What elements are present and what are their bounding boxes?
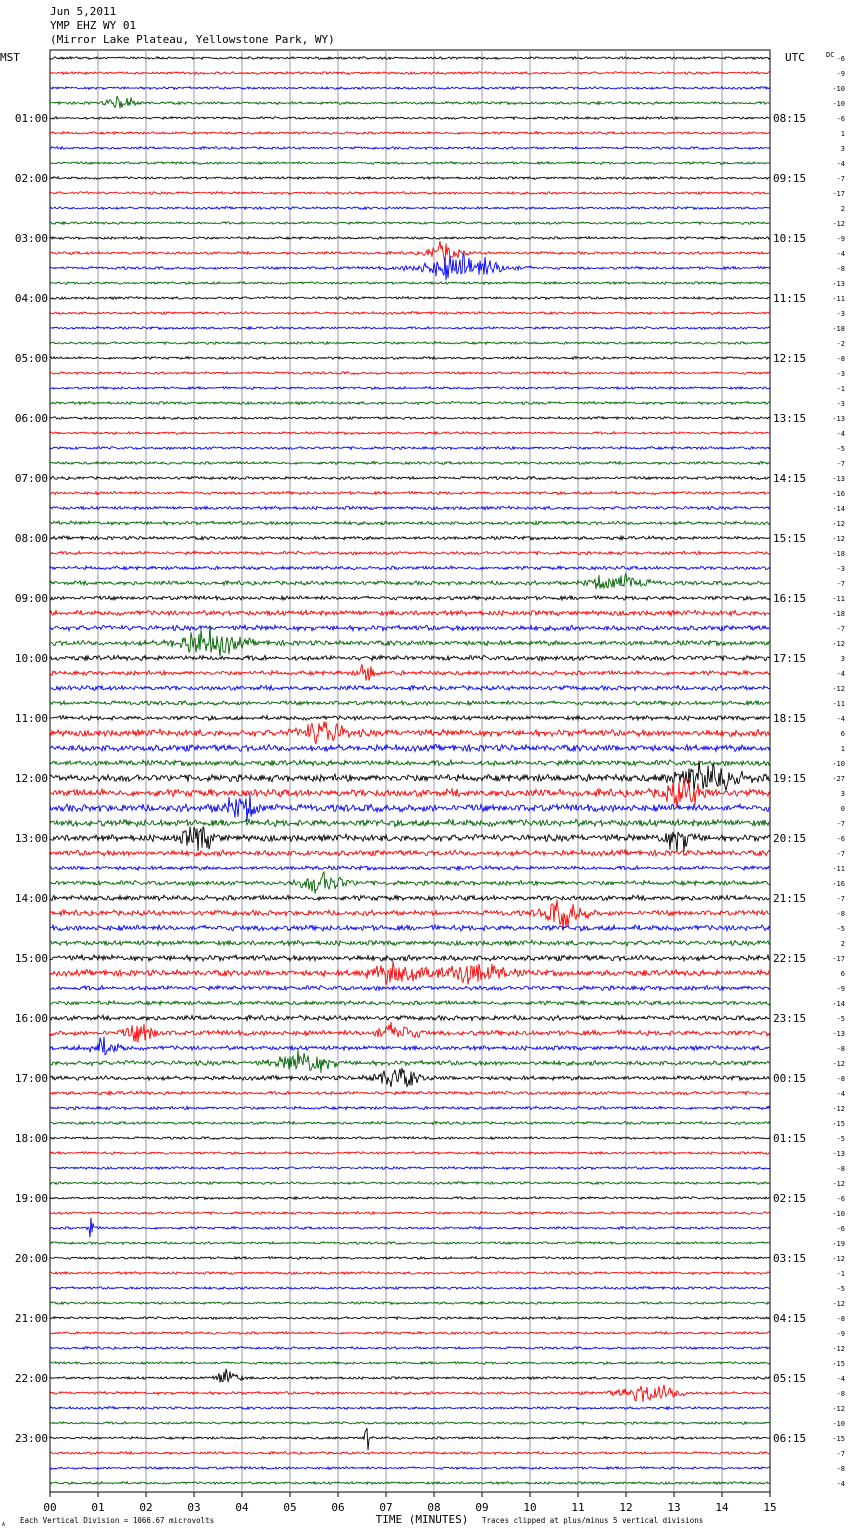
dc-offset-label: 3 xyxy=(840,145,845,153)
dc-offset-label: 1 xyxy=(840,130,845,138)
trace-green xyxy=(50,872,770,894)
hour-label-right: 11:15 xyxy=(773,292,807,305)
dc-offset-label: -4 xyxy=(836,160,845,168)
dc-offset-label: -9 xyxy=(836,235,845,243)
trace-black xyxy=(50,357,770,360)
trace-green xyxy=(50,401,770,404)
hour-label-right: 17:15 xyxy=(773,652,807,665)
trace-red xyxy=(50,850,770,856)
trace-black xyxy=(50,297,770,300)
dc-offset-label: -19 xyxy=(832,1240,845,1248)
seismic-traces xyxy=(50,57,770,1485)
hour-label-left: 19:00 xyxy=(14,1192,48,1205)
trace-red xyxy=(50,192,770,195)
dc-offset-label: -3 xyxy=(836,400,845,408)
dc-offset-label: -7 xyxy=(836,460,845,468)
trace-green xyxy=(50,521,770,525)
dc-offset-label: -4 xyxy=(836,670,845,678)
trace-blue xyxy=(50,1467,770,1470)
dc-offset-label: -4 xyxy=(836,1375,845,1383)
dc-offset-label: -10 xyxy=(832,1210,845,1218)
dc-offset-label: -17 xyxy=(832,955,845,963)
trace-blue xyxy=(50,686,770,691)
trace-green xyxy=(50,760,770,766)
dc-offset-label: -11 xyxy=(832,295,845,303)
trace-blue xyxy=(50,327,770,330)
trace-black xyxy=(50,1197,770,1200)
hour-label-left: 23:00 xyxy=(14,1432,48,1445)
dc-offset-label: -12 xyxy=(832,220,845,228)
x-tick-label: 09 xyxy=(475,1501,489,1514)
dc-offset-label: -8 xyxy=(836,910,845,918)
hour-label-right: 05:15 xyxy=(773,1372,807,1385)
hour-label-left: 03:00 xyxy=(14,232,48,245)
trace-blue xyxy=(50,625,770,631)
trace-black xyxy=(50,57,770,60)
trace-green xyxy=(50,1122,770,1125)
trace-green xyxy=(50,96,770,108)
hour-label-left: 04:00 xyxy=(14,292,48,305)
dc-offset-label: -5 xyxy=(836,445,845,453)
trace-blue xyxy=(50,866,770,870)
x-tick-label: 00 xyxy=(43,1501,57,1514)
trace-red xyxy=(50,777,770,807)
trace-red xyxy=(50,432,770,435)
clip-note: Traces clipped at plus/minus 5 vertical divisions xyxy=(482,1516,704,1525)
hour-label-left: 18:00 xyxy=(14,1132,48,1145)
trace-red xyxy=(50,72,770,75)
dc-offset-label: -3 xyxy=(836,565,845,573)
hour-label-right: 12:15 xyxy=(773,352,807,365)
trace-red xyxy=(50,961,770,985)
dc-offset-label: -14 xyxy=(832,1000,845,1008)
x-tick-label: 13 xyxy=(667,1501,681,1514)
dc-offset-label: -9 xyxy=(836,985,845,993)
x-tick-label: 05 xyxy=(283,1501,297,1514)
dc-offset-label: -6 xyxy=(836,835,845,843)
hour-label-left: 17:00 xyxy=(14,1072,48,1085)
dc-offset-label: -3 xyxy=(836,370,845,378)
dc-offset-label: -8 xyxy=(836,1390,845,1398)
dc-offset-label: -9 xyxy=(836,1330,845,1338)
dc-offset-label: -18 xyxy=(832,325,845,333)
hour-label-left: 21:00 xyxy=(14,1312,48,1325)
dc-offset-label: 3 xyxy=(840,655,845,663)
x-tick-label: 10 xyxy=(523,1501,537,1514)
trace-black xyxy=(50,237,770,240)
trace-red xyxy=(50,132,770,135)
trace-black xyxy=(50,596,770,600)
dc-offset-label: -1 xyxy=(836,1270,845,1278)
trace-red xyxy=(50,1091,770,1095)
hour-label-left: 11:00 xyxy=(14,712,48,725)
hour-label-left: 07:00 xyxy=(14,472,48,485)
dc-offset-label: -7 xyxy=(836,895,845,903)
dc-offset-label: -8 xyxy=(836,265,845,273)
trace-blue xyxy=(50,207,770,210)
x-tick-label: 14 xyxy=(715,1501,729,1514)
dc-offset-label: -13 xyxy=(832,415,845,423)
hour-label-right: 18:15 xyxy=(773,712,807,725)
trace-red xyxy=(50,1212,770,1215)
trace-red xyxy=(50,372,770,375)
dc-offset-label: -18 xyxy=(832,550,845,558)
hour-label-left: 08:00 xyxy=(14,532,48,545)
axis-labels xyxy=(0,51,845,1528)
trace-green xyxy=(50,222,770,225)
trace-blue xyxy=(50,254,770,281)
dc-offset-label: -7 xyxy=(836,580,845,588)
dc-offset-label: -5 xyxy=(836,1135,845,1143)
hour-label-left: 13:00 xyxy=(14,832,48,845)
trace-black xyxy=(50,1257,770,1260)
dc-offset-label: -11 xyxy=(832,700,845,708)
x-tick-label: 02 xyxy=(139,1501,153,1514)
dc-offset-label: -10 xyxy=(832,1420,845,1428)
header-date: Jun 5,2011 xyxy=(50,5,117,18)
hour-label-right: 04:15 xyxy=(773,1312,807,1325)
hour-label-left: 01:00 xyxy=(14,112,48,125)
dc-offset-label: -13 xyxy=(832,475,845,483)
trace-black xyxy=(50,955,770,961)
hour-label-right: 14:15 xyxy=(773,472,807,485)
dc-offset-label: -14 xyxy=(832,505,845,513)
hour-label-right: 20:15 xyxy=(773,832,807,845)
trace-black xyxy=(50,476,770,479)
hour-label-left: 02:00 xyxy=(14,172,48,185)
trace-black xyxy=(50,177,770,180)
trace-black xyxy=(50,1015,770,1020)
trace-blue xyxy=(50,925,770,931)
hour-label-left: 16:00 xyxy=(14,1012,48,1025)
dc-offset-label: -6 xyxy=(836,1225,845,1233)
x-axis-label: TIME (MINUTES) xyxy=(375,1513,469,1526)
trace-green xyxy=(50,462,770,465)
hour-label-left: 12:00 xyxy=(14,772,48,785)
dc-offset-label: -13 xyxy=(832,1030,845,1038)
dc-offset-label: -12 xyxy=(832,1255,845,1263)
dc-offset-label: -9 xyxy=(836,70,845,78)
dc-offset-label: 2 xyxy=(840,205,845,213)
dc-offset-label: -5 xyxy=(836,1015,845,1023)
hour-label-left: 05:00 xyxy=(14,352,48,365)
dc-offset-label: -5 xyxy=(836,1285,845,1293)
hour-label-right: 06:15 xyxy=(773,1432,807,1445)
hour-label-right: 13:15 xyxy=(773,412,807,425)
x-tick-label: 11 xyxy=(571,1501,585,1514)
x-tick-label: 03 xyxy=(187,1501,201,1514)
trace-black xyxy=(50,1137,770,1140)
dc-offset-label: 1 xyxy=(840,745,845,753)
dc-offset-label: -8 xyxy=(836,1045,845,1053)
dc-offset-label: -12 xyxy=(832,640,845,648)
x-tick-label: 12 xyxy=(619,1501,633,1514)
header-location: (Mirror Lake Plateau, Yellowstone Park, WY) xyxy=(50,33,335,46)
x-tick-label: 04 xyxy=(235,1501,249,1514)
hour-label-left: 20:00 xyxy=(14,1252,48,1265)
dc-offset-label: -4 xyxy=(836,1480,845,1488)
dc-offset-label: -3 xyxy=(836,310,845,318)
dc-offset-label: 0 xyxy=(840,805,845,813)
trace-red xyxy=(50,1452,770,1455)
dc-offset-label: -27 xyxy=(832,775,845,783)
trace-green xyxy=(50,1422,770,1425)
hour-label-right: 09:15 xyxy=(773,172,807,185)
dc-offset-label: -12 xyxy=(832,1345,845,1353)
dc-offset-label: -10 xyxy=(832,100,845,108)
dc-offset-label: -7 xyxy=(836,850,845,858)
dc-offset-label: 2 xyxy=(840,940,845,948)
dc-offset-label: 6 xyxy=(840,730,845,738)
trace-black xyxy=(50,117,770,120)
dc-offset-label: -8 xyxy=(836,1315,845,1323)
dc-offset-label: -7 xyxy=(836,1450,845,1458)
corner-mark: A xyxy=(2,1522,6,1528)
trace-green xyxy=(50,701,770,706)
hour-label-right: 21:15 xyxy=(773,892,807,905)
hour-label-left: 09:00 xyxy=(14,592,48,605)
dc-offset-label: -4 xyxy=(836,715,845,723)
trace-red xyxy=(50,900,770,930)
trace-blue xyxy=(50,1347,770,1350)
trace-blue xyxy=(50,794,770,821)
trace-black xyxy=(50,1369,770,1383)
dc-offset-label: -11 xyxy=(832,595,845,603)
dc-offset-label: -7 xyxy=(836,820,845,828)
trace-green xyxy=(50,162,770,165)
dc-offset-label: -4 xyxy=(836,250,845,258)
trace-blue xyxy=(50,1407,770,1410)
dc-offset-label: -12 xyxy=(832,1105,845,1113)
trace-red xyxy=(50,1022,770,1043)
trace-blue xyxy=(50,1218,770,1238)
hour-label-right: 00:15 xyxy=(773,1072,807,1085)
trace-blue xyxy=(50,1167,770,1170)
header-station: YMP EHZ WY 01 xyxy=(50,19,137,32)
hour-label-right: 08:15 xyxy=(773,112,807,125)
dc-offset-label: -12 xyxy=(832,1180,845,1188)
dc-offset-label: -18 xyxy=(832,610,845,618)
dc-offset-label: -7 xyxy=(836,625,845,633)
dc-offset-label: -6 xyxy=(836,1195,845,1203)
trace-green xyxy=(50,342,770,345)
trace-red xyxy=(50,1332,770,1335)
dc-offset-label: -1 xyxy=(836,385,845,393)
hour-label-left: 06:00 xyxy=(14,412,48,425)
trace-green xyxy=(50,1362,770,1365)
trace-red xyxy=(50,241,770,263)
scale-note: Each Vertical Division = 1066.67 microvolts xyxy=(20,1516,215,1525)
x-tick-label: 15 xyxy=(763,1501,777,1514)
trace-black xyxy=(50,895,770,900)
trace-blue xyxy=(50,1287,770,1290)
trace-green xyxy=(50,573,770,589)
dc-offset-label: -12 xyxy=(832,1060,845,1068)
trace-black xyxy=(50,417,770,420)
trace-blue xyxy=(50,744,770,751)
dc-offset-label: -12 xyxy=(832,535,845,543)
trace-blue xyxy=(50,1106,770,1109)
dc-offset-label: 3 xyxy=(840,790,845,798)
trace-red xyxy=(50,610,770,616)
x-tick-label: 01 xyxy=(91,1501,105,1514)
dc-offset-label: -16 xyxy=(832,490,845,498)
hour-label-right: 19:15 xyxy=(773,772,807,785)
hour-label-left: 10:00 xyxy=(14,652,48,665)
dc-offset-label: -15 xyxy=(832,1435,845,1443)
trace-black xyxy=(50,716,770,721)
dc-offset-label: -4 xyxy=(836,1090,845,1098)
trace-red xyxy=(50,1272,770,1275)
x-tick-label: 06 xyxy=(331,1501,345,1514)
trace-red xyxy=(50,551,770,555)
trace-green xyxy=(50,282,770,285)
dc-offset-label: -8 xyxy=(836,1165,845,1173)
dc-column-label: DC xyxy=(826,51,835,59)
trace-black xyxy=(50,1068,770,1087)
dc-offset-label: -6 xyxy=(836,115,845,123)
hour-label-left: 15:00 xyxy=(14,952,48,965)
hour-label-left: 14:00 xyxy=(14,892,48,905)
dc-offset-label: 6 xyxy=(840,970,845,978)
trace-green xyxy=(50,1050,770,1073)
hour-label-right: 15:15 xyxy=(773,532,807,545)
trace-black xyxy=(50,536,770,540)
trace-blue xyxy=(50,986,770,991)
trace-black xyxy=(50,1428,770,1450)
dc-offset-label: -5 xyxy=(836,925,845,933)
trace-green xyxy=(50,626,770,657)
dc-offset-label: -12 xyxy=(832,1300,845,1308)
left-timezone-label: MST xyxy=(0,51,20,64)
hour-label-right: 16:15 xyxy=(773,592,807,605)
trace-red xyxy=(50,664,770,680)
dc-offset-label: -12 xyxy=(832,1405,845,1413)
trace-green xyxy=(50,940,770,945)
x-tick-label: 07 xyxy=(379,1501,393,1514)
trace-green xyxy=(50,819,770,827)
trace-red xyxy=(50,312,770,315)
dc-offset-label: -12 xyxy=(832,685,845,693)
hour-label-right: 10:15 xyxy=(773,232,807,245)
dc-offset-label: -11 xyxy=(832,865,845,873)
dc-offset-label: -8 xyxy=(836,1075,845,1083)
hour-label-left: 22:00 xyxy=(14,1372,48,1385)
dc-offset-label: -7 xyxy=(836,175,845,183)
hour-label-right: 23:15 xyxy=(773,1012,807,1025)
trace-red xyxy=(50,1385,770,1402)
trace-green xyxy=(50,1182,770,1185)
dc-offset-label: -8 xyxy=(836,355,845,363)
trace-red xyxy=(50,1152,770,1155)
trace-blue xyxy=(50,1037,770,1055)
trace-blue xyxy=(50,566,770,570)
dc-offset-label: -10 xyxy=(832,85,845,93)
right-timezone-label: UTC xyxy=(785,51,805,64)
trace-blue xyxy=(50,506,770,510)
trace-black xyxy=(50,827,770,852)
hour-label-right: 22:15 xyxy=(773,952,807,965)
dc-offset-label: -10 xyxy=(832,760,845,768)
dc-offset-label: -13 xyxy=(832,280,845,288)
dc-offset-label: -6 xyxy=(836,55,845,63)
trace-black xyxy=(50,655,770,660)
trace-blue xyxy=(50,147,770,150)
trace-blue xyxy=(50,87,770,90)
dc-offset-label: -13 xyxy=(832,1150,845,1158)
dc-offset-label: -16 xyxy=(832,880,845,888)
trace-green xyxy=(50,1302,770,1305)
dc-offset-label: -2 xyxy=(836,340,845,348)
trace-blue xyxy=(50,447,770,450)
hour-label-right: 01:15 xyxy=(773,1132,807,1145)
trace-blue xyxy=(50,387,770,390)
hour-label-right: 02:15 xyxy=(773,1192,807,1205)
trace-black xyxy=(50,1317,770,1320)
x-tick-label: 08 xyxy=(427,1501,441,1514)
dc-offset-label: -17 xyxy=(832,190,845,198)
trace-green xyxy=(50,1001,770,1005)
trace-red xyxy=(50,491,770,494)
dc-offset-label: -15 xyxy=(832,1120,845,1128)
dc-offset-label: -8 xyxy=(836,1465,845,1473)
dc-offset-label: -15 xyxy=(832,1360,845,1368)
trace-red xyxy=(50,721,770,744)
dc-offset-label: -12 xyxy=(832,520,845,528)
dc-offset-label: -4 xyxy=(836,430,845,438)
hour-label-right: 03:15 xyxy=(773,1252,807,1265)
trace-green xyxy=(50,1242,770,1245)
trace-green xyxy=(50,1482,770,1485)
